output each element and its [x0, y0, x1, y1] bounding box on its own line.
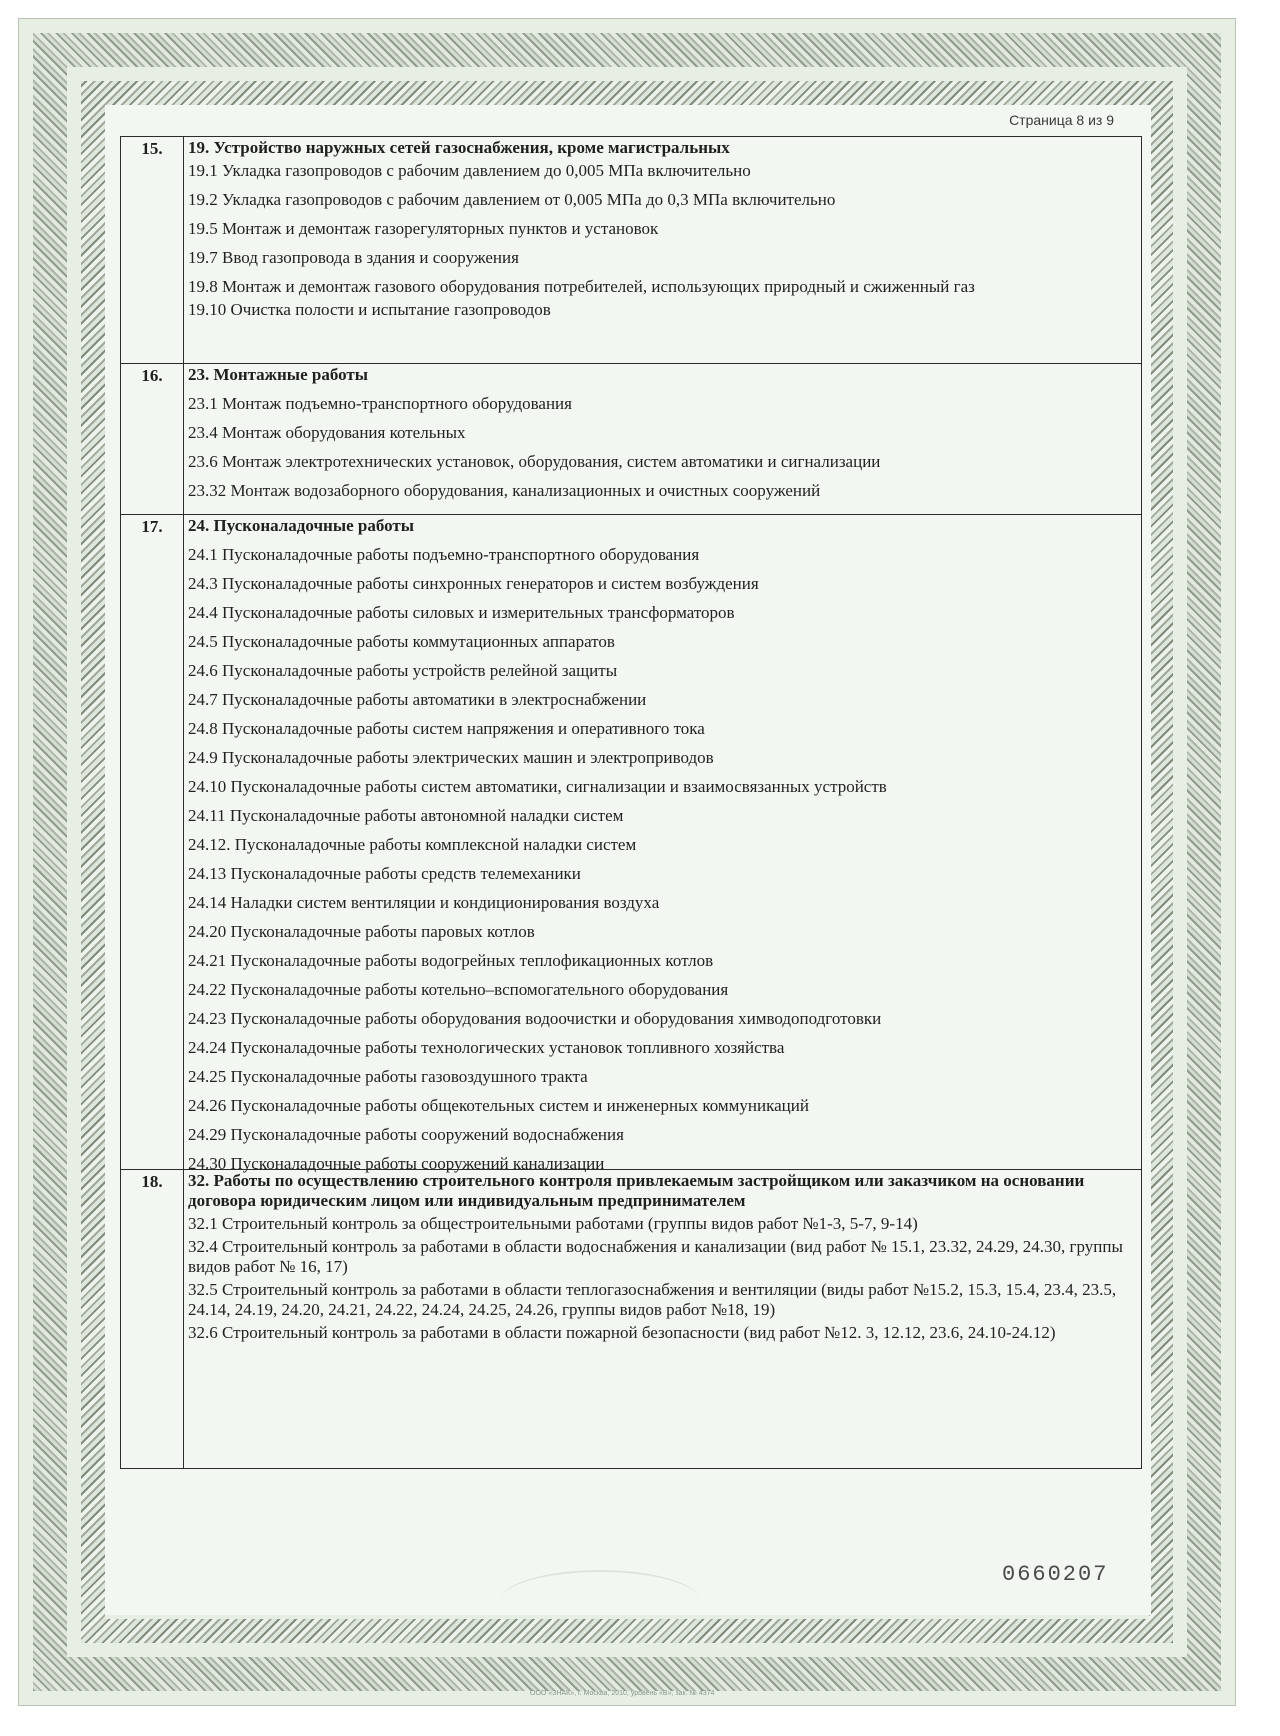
- list-item: 32.6 Строительный контроль за работами в области пожарной безопасности (вид работ №12. 3, 12.12, 23.6, 24.10-24.12): [188, 1323, 1056, 1342]
- list-item: 24.25 Пусконаладочные работы газовоздушного тракта: [188, 1067, 588, 1086]
- list-item: 23.4 Монтаж оборудования котельных: [188, 423, 466, 442]
- table-row: [121, 363, 1141, 514]
- list-item: 19.10 Очистка полости и испытание газопроводов: [188, 300, 551, 319]
- list-item: 24.6 Пусконаладочные работы устройств релейной защиты: [188, 661, 618, 680]
- row-title: 23. Монтажные работы: [188, 365, 368, 384]
- list-item: 19.7 Ввод газопровода в здания и сооружения: [188, 248, 519, 267]
- list-item: 19.8 Монтаж и демонтаж газового оборудования потребителей, использующих природный и сжиженный газ: [188, 277, 975, 296]
- list-item: 24.14 Наладки систем вентиляции и кондиционирования воздуха: [188, 893, 660, 912]
- list-item: 24.7 Пусконаладочные работы автоматики в электроснабжении: [188, 690, 647, 709]
- list-item: 24.5 Пусконаладочные работы коммутационных аппаратов: [188, 632, 615, 651]
- list-item: 24.29 Пусконаладочные работы сооружений водоснабжения: [188, 1125, 624, 1144]
- serial-number: 0660207: [1002, 1562, 1109, 1587]
- list-item: 19.2 Укладка газопроводов с рабочим давлением от 0,005 МПа до 0,3 МПа включительно: [188, 190, 836, 209]
- list-item: 24.23 Пусконаладочные работы оборудования водоочистки и оборудования химводоподготовки: [188, 1009, 882, 1028]
- list-item: 32.1 Строительный контроль за общестроительными работами (группы видов работ №1-3, 5-7, 9-14): [188, 1214, 918, 1233]
- row-number: 17.: [121, 515, 184, 1169]
- list-item: 24.1 Пусконаладочные работы подъемно-транспортного оборудования: [188, 545, 700, 564]
- row-content: [184, 515, 1141, 1173]
- list-item: 19.5 Монтаж и демонтаж газорегуляторных пунктов и установок: [188, 219, 659, 238]
- list-item: 24.9 Пусконаладочные работы электрических машин и электроприводов: [188, 748, 714, 767]
- row-content: [184, 1170, 1141, 1468]
- row-title: 24. Пусконаладочные работы: [188, 516, 415, 535]
- printer-imprint: ООО «ЗНАК», г. Москва, 2010, уровень «В», зак. № 4374: [530, 1690, 715, 1697]
- table-row: [121, 1169, 1141, 1468]
- list-item: 24.24 Пусконаладочные работы технологических установок топливного хозяйства: [188, 1038, 785, 1057]
- table-row: [121, 514, 1141, 1173]
- row-content: [184, 364, 1141, 514]
- row-number: 18.: [121, 1170, 184, 1468]
- watermark-emblem: [500, 1570, 700, 1632]
- list-item: 24.26 Пусконаладочные работы общекотельных систем и инженерных коммуникаций: [188, 1096, 809, 1115]
- list-item: 23.1 Монтаж подъемно-транспортного оборудования: [188, 394, 572, 413]
- row-title: 19. Устройство наружных сетей газоснабжения, кроме магистральных: [188, 138, 730, 157]
- page-number: Страница 8 из 9: [1009, 112, 1114, 128]
- list-item: 24.13 Пусконаладочные работы средств телемеханики: [188, 864, 581, 883]
- list-item: 32.5 Строительный контроль за работами в области теплогазоснабжения и вентиляции (виды работ №15.2, 15.3, 15.4, 23.4, 23.5, 24.14, 24.19, 24.20, 24.21, 24.22, 24.24, 24.25, 24.26, группы видов работ №18, 19): [188, 1280, 1117, 1319]
- list-item: 24.20 Пусконаладочные работы паровых котлов: [188, 922, 535, 941]
- list-item: 24.3 Пусконаладочные работы синхронных генераторов и систем возбуждения: [188, 574, 759, 593]
- row-title: 32. Работы по осуществлению строительного контроля привлекаемым застройщиком или заказчиком на основании договора юридическим лицом или индивидуальным предпринимателем: [188, 1171, 1085, 1210]
- list-item: 23.6 Монтаж электротехнических установок, оборудования, систем автоматики и сигнализации: [188, 452, 881, 471]
- list-item: 23.32 Монтаж водозаборного оборудования, канализационных и очистных сооружений: [188, 481, 821, 500]
- list-item: 24.8 Пусконаладочные работы систем напряжения и оперативного тока: [188, 719, 705, 738]
- list-item: 24.12. Пусконаладочные работы комплексной наладки систем: [188, 835, 637, 854]
- list-item: 32.4 Строительный контроль за работами в области водоснабжения и канализации (вид работ № 15.1, 23.32, 24.29, 24.30, группы видов работ № 16, 17): [188, 1237, 1123, 1276]
- list-item: 24.11 Пусконаладочные работы автономной наладки систем: [188, 806, 624, 825]
- list-item: 24.10 Пусконаладочные работы систем автоматики, сигнализации и взаимосвязанных устройств: [188, 777, 887, 796]
- row-number: 16.: [121, 364, 184, 514]
- table-row: [121, 137, 1141, 363]
- works-table: [120, 136, 1142, 1469]
- row-number: 15.: [121, 137, 184, 363]
- row-content: [184, 137, 1141, 363]
- list-item: 24.30 Пусконаладочные работы сооружений канализации: [188, 1154, 605, 1173]
- list-item: 24.21 Пусконаладочные работы водогрейных теплофикационных котлов: [188, 951, 714, 970]
- list-item: 19.1 Укладка газопроводов с рабочим давлением до 0,005 МПа включительно: [188, 161, 751, 180]
- list-item: 24.4 Пусконаладочные работы силовых и измерительных трансформаторов: [188, 603, 735, 622]
- list-item: 24.22 Пусконаладочные работы котельно–вспомогательного оборудования: [188, 980, 729, 999]
